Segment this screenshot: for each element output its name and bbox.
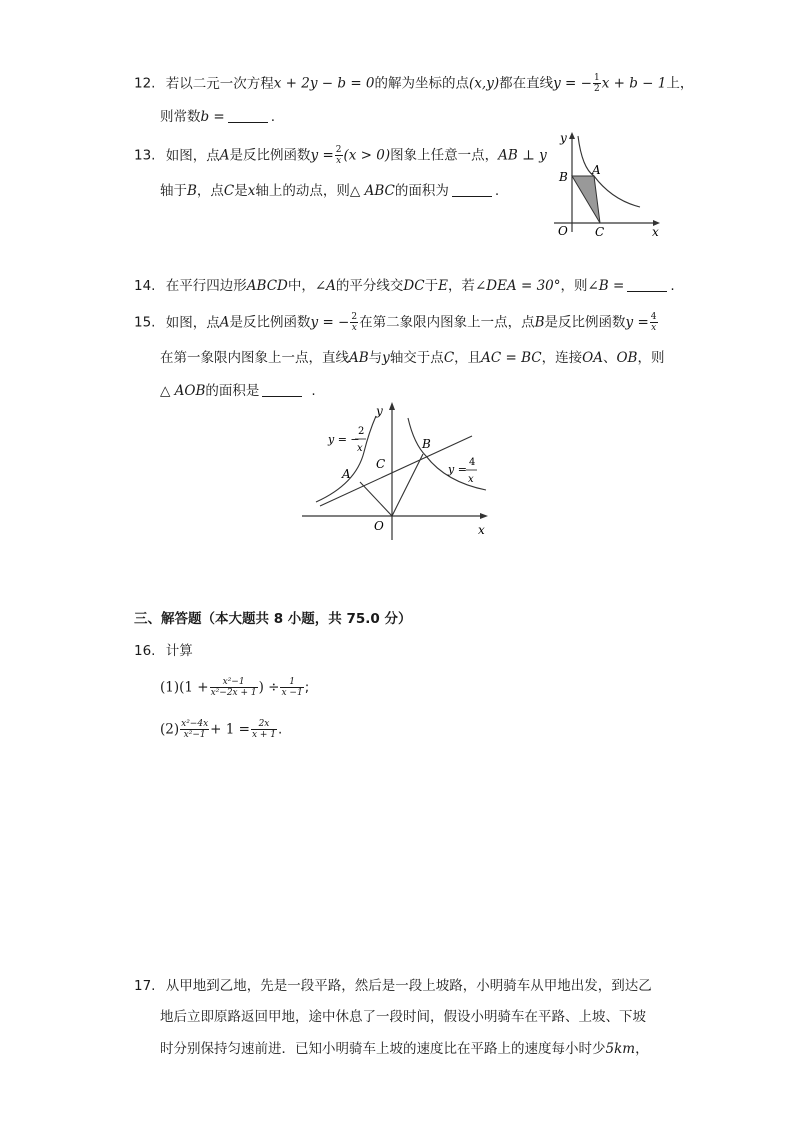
part-label: (1) [160,679,180,696]
q15-text: ，则 [637,350,665,366]
q15-fraction: $\frac{4}{x}$ [650,312,657,333]
q17-text: 从甲地到乙地，先是一段平路，然后是一段上坡路，小明骑车从甲地出发，到达乙 [165,978,652,994]
q17-line1 [134,976,652,996]
q14-angle: ∠DEA = 30° [474,278,561,294]
q15-var: OA [582,350,603,366]
q15-var: AB [349,350,369,366]
answer-blank [262,396,302,397]
q15-var: y [382,350,390,366]
q15-var: A [219,314,230,331]
q13-line1 [134,145,547,166]
q17-line2: 地后立即原路返回甲地，途中休息了一段时间，假设小明骑车在平路、上坡、下坡 [160,1009,646,1025]
q14-text: ，则 [560,278,588,294]
q15-var: OB [616,350,638,366]
q13-text: 轴于 [160,183,187,199]
q13-domain: (x > 0) [343,147,391,164]
q13-var: B [187,183,197,199]
answer-blank [228,122,268,123]
q13-text: 轴上的动点，则 [255,183,350,199]
origin-label: O [558,224,568,238]
q15-text: 在第一象限内图象上一点，直线 [160,350,349,366]
q13-text: 的面积为 [394,183,449,199]
q16-number: 16. [134,643,156,659]
q16-expr: (1 + [179,679,209,696]
q14-text: 的平分线交 [335,278,404,294]
point-c-label: C [595,225,605,239]
q13-fn: y = [310,147,334,164]
right-curve-eq-den: x [468,474,474,485]
left-curve-eq-lhs: y = − [328,433,360,446]
q12-text: 则常数 [160,109,201,125]
right-curve-eq-num: 4 [469,457,476,468]
period: . [494,183,500,199]
q16-end: ; [304,679,310,696]
q16-fraction: $\frac{2x}{x + 1}$ [251,719,277,740]
q13-triangle: △ ABC [349,183,395,199]
q15-var: B [534,314,545,331]
q15-text: 轴交于点 [389,350,444,366]
q14-var: DC [403,278,425,294]
q15-var: C [443,350,455,366]
q12-line-eq: y = − [553,75,592,92]
q12-line-eq: x + b − 1 [601,75,667,92]
point-b-label: B [559,170,568,184]
q12-fraction: $\frac{1}{2}$ [593,73,600,94]
q13-var: C [223,183,235,199]
q15-triangle: △ AOB [160,383,206,399]
q13-text: 是反比例函数 [229,147,311,164]
q15-figure [296,398,496,542]
q13-number: 13. [134,147,156,164]
y-axis-label: y [560,131,567,145]
point-a-label: A [592,163,601,177]
q15-text: 是反比例函数 [544,314,626,331]
point-b-label: B [422,437,431,451]
y-axis-label: y [376,404,383,418]
period: . [270,109,276,125]
q15-text: ，连接 [541,350,583,366]
q17-line3 [160,1039,649,1059]
q13-var: A [219,147,230,164]
q16-fraction: $\frac{\text{x²−1}}{\text{x²−2x + 1}}$ [210,677,257,698]
q13-line2 [160,181,499,201]
left-curve-eq-num: 2 [358,426,365,437]
q14-text: 中， [287,278,315,294]
q14-var: ABCD [246,278,288,294]
q14-var: ∠A [314,278,336,294]
point-c-label: C [376,457,386,471]
right-curve-eq-lhs: y = [448,463,467,476]
q14-var: E [438,278,448,294]
q16-expr: + 1 = [210,721,250,738]
period: . [670,278,675,294]
q13-text: ，点 [196,183,224,199]
q14-text: 于 [424,278,439,294]
y-arrow [569,132,575,139]
q15-text: 是反比例函数 [229,314,311,331]
shaded-triangle [572,176,600,223]
q13-text: 是 [234,183,248,199]
x-arrow [480,513,488,519]
q13-text: 如图，点 [165,147,220,164]
q12-line1 [134,73,693,94]
q17-number: 17. [134,978,156,994]
q14-angle: ∠B = [587,278,625,294]
right-hyperbola [408,418,486,490]
x-axis-label: x [652,225,659,239]
point-a-label: A [342,467,351,481]
answer-blank [627,291,667,292]
q16-title: 计算 [165,643,193,659]
q15-text: 如图，点 [165,314,220,331]
q12-text: 上， [666,75,694,92]
q13-var: x [247,183,256,199]
answer-blank [452,196,492,197]
x-axis-label: x [478,523,485,537]
q13-text: 图象上任意一点， [390,147,499,164]
q12-point: (x,y) [469,75,500,92]
left-curve-eq-den: x [357,443,363,454]
q15-text: 、 [602,350,617,366]
q16-part1 [160,677,309,698]
origin-label: O [374,519,384,533]
section-heading: 三、解答题（本大题共 8 小题，共 75.0 分） [134,611,412,627]
q17-text: ， [635,1041,649,1057]
q16-end: . [278,721,283,738]
q12-text: 都在直线 [499,75,554,92]
segment-ob [392,454,423,516]
y-arrow [389,402,395,410]
q15-line3 [160,381,316,401]
period: . [311,383,316,399]
q12-var: b = [200,109,225,125]
q14-text: 在平行四边形 [165,278,247,294]
q12-line2 [160,107,275,127]
q12-text: 若以二元一次方程 [165,75,274,92]
q16-expr: ) ÷ [258,679,280,696]
q16-fraction: $\frac{\text{x²−4x}}{\text{x²−1}}$ [181,719,209,740]
q15-line2 [160,348,664,368]
q15-text: 与 [368,350,383,366]
q15-fn: y = − [310,314,350,331]
q16-fraction: $\frac{1}{x -1}$ [281,677,303,698]
q15-text: 在第二象限内图象上一点，点 [359,314,535,331]
q14-number: 14. [134,278,156,294]
segment-oa [360,482,392,516]
q17-text: 时分别保持匀速前进．已知小明骑车上坡的速度比在平路上的速度每小时少 [160,1041,606,1057]
q15-fn: y = [625,314,649,331]
q16-title-line [134,641,193,661]
q15-eq: AC = BC [481,350,542,366]
q13-figure [548,128,668,240]
q15-text: 的面积是 [205,383,260,399]
q15-line1 [134,312,659,333]
q14-line [134,276,675,296]
q14-text: ，若 [447,278,475,294]
q16-part2 [160,719,282,740]
q15-fraction: $\frac{2}{x}$ [351,312,358,333]
part-label: (2) [160,721,180,738]
q17-speed: 5km [605,1041,636,1057]
q12-equation: x + 2y − b = 0 [273,75,375,92]
q12-number: 12. [134,75,156,92]
q13-perp: AB ⊥ y [498,147,547,164]
q12-text: 的解为坐标的点 [374,75,470,92]
q13-fraction: $\frac{2}{x}$ [335,145,342,166]
q15-number: 15. [134,314,156,331]
q15-text: ，且 [454,350,482,366]
